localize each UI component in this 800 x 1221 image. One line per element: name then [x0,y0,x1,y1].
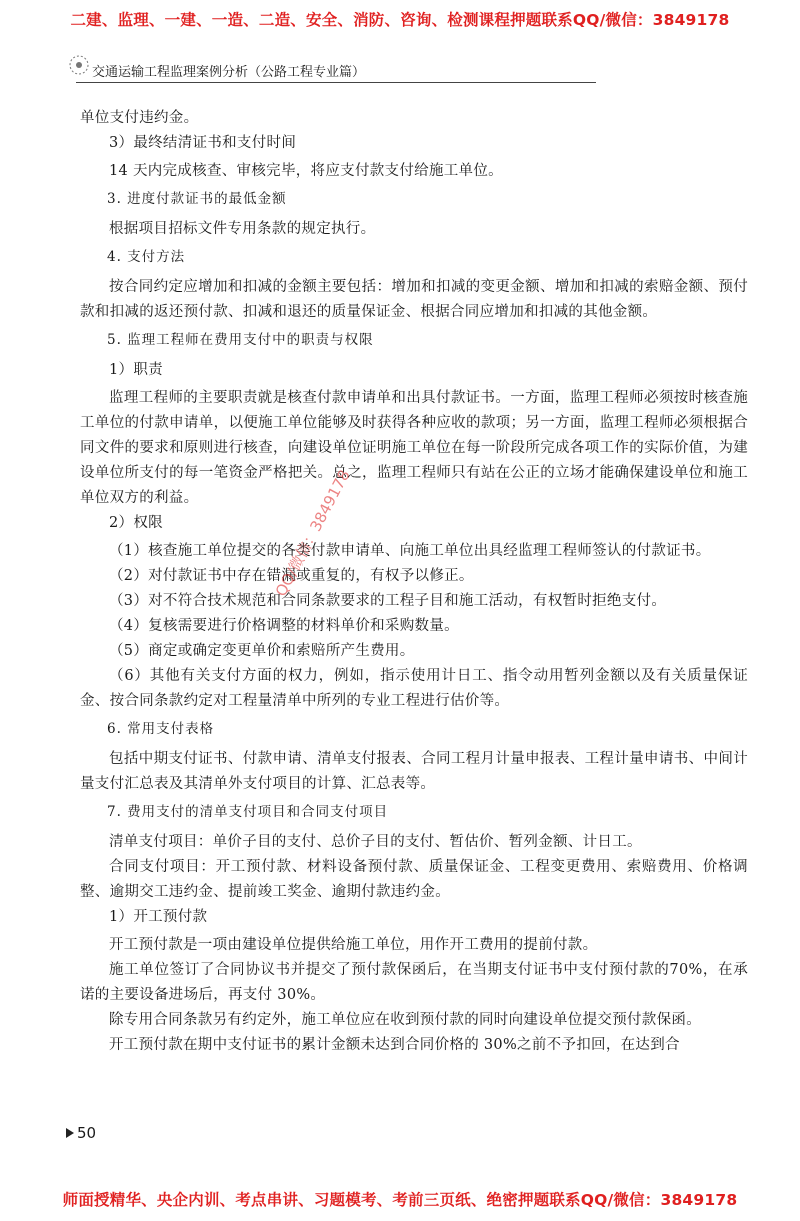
paragraph: 施工单位签订了合同协议书并提交了预付款保函后，在当期支付证书中支付预付款的70%，在承诺的主要设备进场后，再支付 30%。 [80,962,748,1003]
section-heading: 5. 监理工程师在费用支付中的职责与权限 [107,332,374,348]
list-item: （2）对付款证书中存在错漏或重复的，有权予以修正。 [109,568,474,584]
publisher-emblem-icon [66,52,92,78]
section-heading: 7. 费用支付的清单支付项目和合同支付项目 [107,804,389,820]
paragraph: 监理工程师的主要职责就是核查付款申请单和出具付款证书。一方面，监理工程师必须按时核查施工单位的付款申请单，以便施工单位能够及时获得各种应收的款项；另一方面，监理工程师必须根据合同文件的要求和原则进行核查，向建设单位证明施工单位在每一阶段所完成各项工作的实际价值，为建设单位所支付的每一笔资金严格把关。总之，监理工程师只有站在公正的立场才能确保建设单位和施工单位双方的利益。 [80,390,748,506]
paragraph: 按合同约定应增加和扣减的金额主要包括：增加和扣减的变更金额、增加和扣减的索赔金额、预付款和扣减的返还预付款、扣减和退还的质量保证金、根据合同应增加和扣减的其他金额。 [80,279,748,320]
top-ad-banner: 二建、监理、一建、一造、二造、安全、消防、咨询、检测课程押题联系QQ/微信：3849178 [70,11,730,29]
running-header [62,56,702,90]
subheading: 1）职责 [109,362,163,378]
list-item: （3）对不符合技术规范和合同条款要求的工程子目和施工活动，有权暂时拒绝支付。 [109,593,667,609]
paragraph: 14 天内完成核查、审核完毕，将应支付款支付给施工单位。 [109,163,503,179]
paragraph: 清单支付项目：单价子目的支付、总价子目的支付、暂估价、暂列金额、计日工。 [109,834,642,850]
section-heading: 3. 进度付款证书的最低金额 [107,191,287,207]
subheading: 1）开工预付款 [109,909,208,925]
paragraph: 根据项目招标文件专用条款的规定执行。 [109,221,376,237]
list-item: （1）核查施工单位提交的各类付款申请单、向施工单位出具经监理工程师签认的付款证书。 [109,543,711,559]
list-item: （4）复核需要进行价格调整的材料单价和采购数量。 [109,618,459,634]
bottom-ad-banner: 师面授精华、央企内训、考点串讲、习题模考、考前三页纸、绝密押题联系QQ/微信：3849178 [62,1191,738,1209]
paragraph: 开工预付款是一项由建设单位提供给施工单位，用作开工费用的提前付款。 [109,937,598,953]
section-heading: 4. 支付方法 [107,249,186,265]
subheading: 2）权限 [109,515,163,531]
list-item: （6）其他有关支付方面的权力，例如，指示使用计日工、指令动用暂列金额以及有关质量保证金、按合同条款约定对工程量清单中所列的专业工程进行估价等。 [80,668,748,709]
paragraph: 除专用合同条款另有约定外，施工单位应在收到预付款的同时向建设单位提交预付款保函。 [109,1012,701,1028]
paragraph: 包括中期支付证书、付款申请、清单支付报表、合同工程月计量申报表、工程计量申请书、中间计量支付汇总表及其清单外支付项目的计算、汇总表等。 [80,751,748,792]
page-marker-icon [66,1128,74,1138]
page-body [80,106,748,1058]
header-rule [76,82,596,83]
watermark-text: QQ/微信：3849178 [271,466,354,600]
page-number [66,1124,96,1142]
paragraph: 单位支付违约金。 [80,110,199,126]
paragraph: 开工预付款在期中支付证书的累计金额未达到合同价格的 30%之前不予扣回，在达到合 [109,1037,680,1053]
list-item: （5）商定或确定变更单价和索赔所产生费用。 [109,643,415,659]
page-number-value: 50 [77,1124,97,1142]
section-heading: 6. 常用支付表格 [107,721,215,737]
paragraph: 合同支付项目：开工预付款、材料设备预付款、质量保证金、工程变更费用、索赔费用、价格调整、逾期交工违约金、提前竣工奖金、逾期付款违约金。 [80,859,748,900]
book-title: 交通运输工程监理案例分析（公路工程专业篇） [92,65,366,80]
subheading: 3）最终结清证书和支付时间 [109,135,297,151]
